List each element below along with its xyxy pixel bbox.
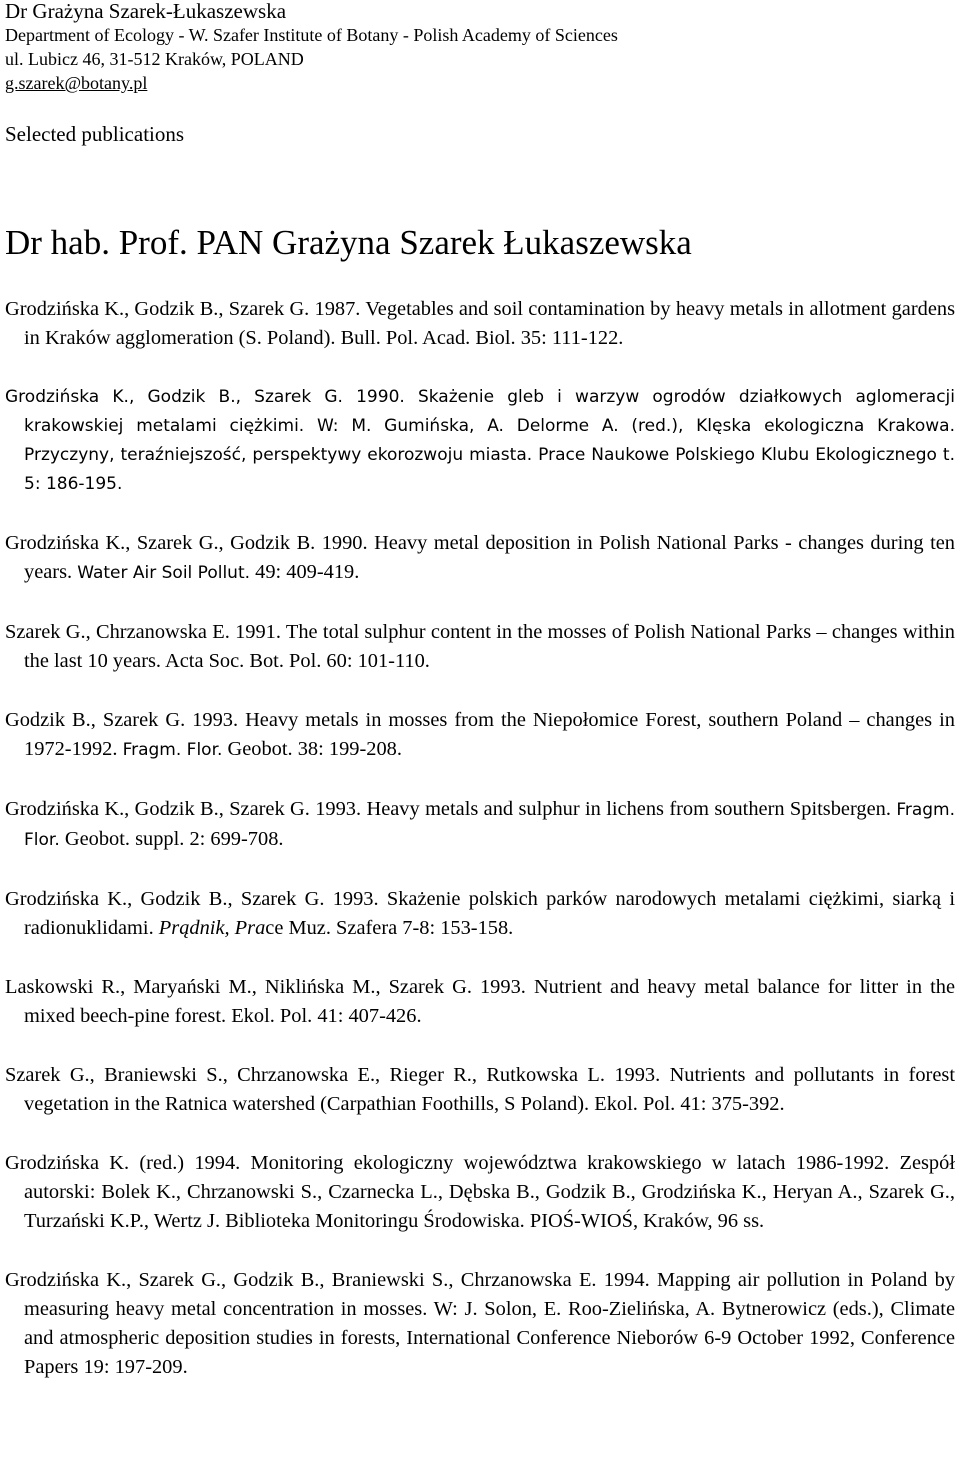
publication-item [5, 1149, 955, 1236]
publication-authors: Szarek G., Chrzanowska E. 1991. [5, 621, 281, 643]
publication-tail: 49: 409-419. [255, 561, 360, 583]
publication-item [5, 529, 955, 588]
author-name-text: Dr Grażyna Szarek-Łukaszewska [5, 0, 287, 23]
publication-tail: Geobot. 38: 199-208. [227, 738, 402, 760]
publication-item [5, 295, 955, 353]
publication-authors: Grodzińska K., Godzik B., Szarek G. 1993. [5, 888, 379, 910]
publication-item [5, 795, 955, 855]
address: ul. Lubicz 46, 31-512 Kraków, POLAND [5, 49, 304, 69]
publication-text: Heavy metal deposition in Polish National Parks - changes during ten years. [24, 532, 955, 583]
publication-item [5, 973, 955, 1031]
email-line [5, 71, 960, 95]
publication-item [5, 1061, 955, 1119]
publication-journal: Water Air Soil Pollut. [77, 563, 251, 583]
publication-text: Skażenie gleb i warzyw ogrodów działkowych aglomeracji krakowskiej metalami ciężkimi. W: M. Gumińska, A. Delorme A. (red.), Klęska ekologiczna Krakowa. Przyczyny, teraźniejszość, perspektywy ekorozwoju miasta. Prace Naukowe Polskiego Klubu Ekologicznego t. 5: 186-195. [24, 387, 956, 494]
publication-item [5, 383, 955, 499]
publication-text: Heavy metals and sulphur in lichens from southern Spitsbergen. [366, 798, 891, 820]
contact-header [0, 0, 960, 95]
publication-text: The total sulphur content in the mosses of Polish National Parks – changes within the last 10 years. Acta Soc. Bot. Pol. 60: 101-110. [24, 621, 955, 672]
publication-authors: Grodzińska K., Szarek G., Godzik B., Braniewski S., Chrzanowska E. 1994. [5, 1269, 650, 1291]
department: Department of Ecology - W. Szafer Institute of Botany - Polish Academy of Sciences [5, 25, 618, 45]
publication-text: Nutrient and heavy metal balance for litter in the mixed beech-pine forest. Ekol. Pol. 41: 407-426. [24, 976, 955, 1027]
publication-text: Heavy metals in mosses from the Niepołomice Forest, southern Poland – changes in 1972-1992. [24, 709, 955, 760]
author-name [5, 0, 960, 23]
publication-text: Skażenie polskich parków narodowych metalami ciężkimi, siarką i radionuklidami. [24, 888, 955, 939]
publication-item [5, 1266, 955, 1382]
publication-tail: ce Muz. Szafera 7-8: 153-158. [265, 917, 514, 939]
publication-journal: Fragm. Flor. [122, 740, 223, 760]
publication-authors: Grodzińska K., Godzik B., Szarek G. 1993. [5, 798, 362, 820]
publication-authors: Grodzińska K., Szarek G., Godzik B. 1990. [5, 532, 368, 554]
publication-item [5, 706, 955, 765]
page-title: Dr hab. Prof. PAN Grażyna Szarek Łukaszewska [5, 223, 692, 262]
publication-item [5, 885, 955, 943]
publication-authors: Grodzińska K., Godzik B., Szarek G. 1990. [5, 387, 405, 407]
publication-text: Vegetables and soil contamination by heavy metals in allotment gardens in Kraków agglomeration (S. Poland). Bull. Pol. Acad. Biol. 35: 111-122. [24, 298, 956, 349]
publication-journal: Fragm. Flor. [24, 800, 956, 850]
publication-text: Mapping air pollution in Poland by measuring heavy metal concentration in mosses. W: J. Solon, E. Roo-Zielińska, A. Bytnerowicz (eds.), Climate and atmospheric deposition studies in forests, International Conference Nieborów 6-9 October 1992, Conference Papers 19: 197-209. [24, 1269, 955, 1378]
publication-journal: Prądnik, Pra [158, 917, 266, 939]
email-link[interactable]: g.szarek@botany.pl [5, 73, 148, 93]
publication-authors: Laskowski R., Maryański M., Niklińska M., Szarek G. 1993. [5, 976, 526, 998]
publication-list [0, 295, 960, 1382]
publication-text: Nutrients and pollutants in forest vegetation in the Ratnica watershed (Carpathian Foothills, S Poland). Ekol. Pol. 41: 375-392. [24, 1064, 955, 1115]
publication-item [5, 618, 955, 676]
publication-tail: Geobot. suppl. 2: 699-708. [64, 828, 284, 850]
publication-authors: Szarek G., Braniewski S., Chrzanowska E., Rieger R., Rutkowska L. 1993. [5, 1064, 661, 1086]
publication-authors: Godzik B., Szarek G. 1993. [5, 709, 239, 731]
publication-authors: Grodzińska K., Godzik B., Szarek G. 1987. [5, 298, 361, 320]
selected-publications-label: Selected publications [5, 122, 185, 146]
publication-authors: Grodzińska K. (red.) 1994. [5, 1152, 241, 1174]
publication-text: Monitoring ekologiczny województwa krakowskiego w latach 1986-1992. Zespół autorski: Bolek K., Chrzanowski S., Czarnecka L., Dębska B., Godzik B., Grodzińska K., Heryan A., Szarek G., Turzański K.P., Wertz J. Biblioteka Monitoringu Środowiska. PIOŚ-WIOŚ, Kraków, 96 ss. [24, 1152, 955, 1232]
